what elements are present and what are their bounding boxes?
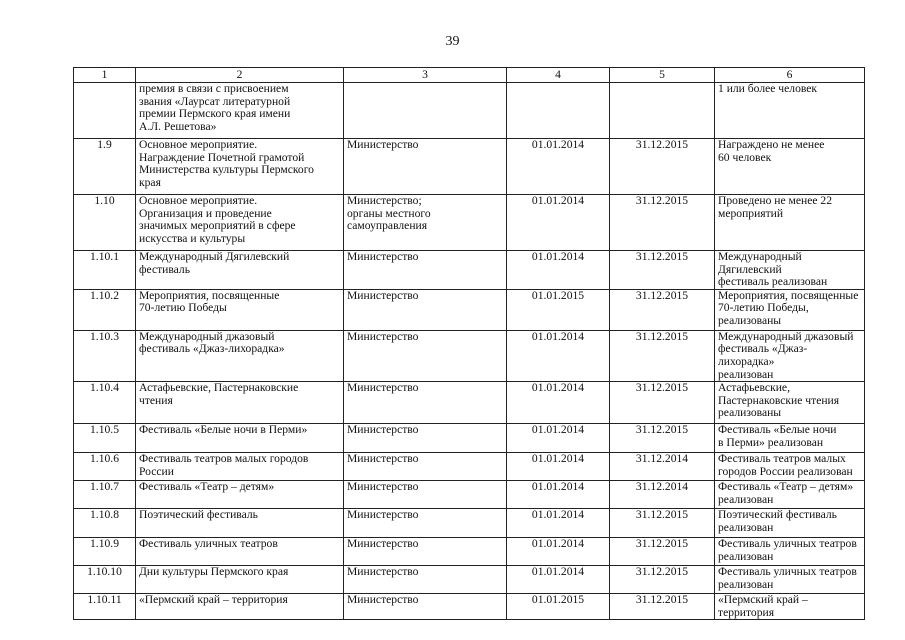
event-name: Дни культуры Пермского края — [136, 566, 344, 594]
event-name: Фестиваль уличных театров — [136, 538, 344, 566]
row-number: 1.10.7 — [74, 481, 136, 509]
start-date: 01.01.2014 — [507, 538, 610, 566]
result: Мероприятия, посвященные 70-летию Победы, реализованы — [715, 289, 865, 330]
table-row — [74, 251, 865, 290]
end-date: 31.12.2015 — [610, 251, 715, 290]
row-number: 1.10.3 — [74, 330, 136, 381]
row-number: 1.10.10 — [74, 566, 136, 594]
end-date: 31.12.2015 — [610, 330, 715, 381]
event-name: Астафьевские, Пастернаковские чтения — [136, 382, 344, 424]
event-name: премия в связи с присвоением звания «Лаурсат литературной премии Пермского края имени А.Л. Решетова» — [136, 83, 344, 139]
table-row — [74, 453, 865, 481]
start-date: 01.01.2014 — [507, 330, 610, 381]
event-name: Поэтический фестиваль — [136, 509, 344, 538]
end-date: 31.12.2015 — [610, 509, 715, 538]
table-row — [74, 289, 865, 330]
row-number: 1.10.1 — [74, 251, 136, 290]
end-date: 31.12.2014 — [610, 453, 715, 481]
responsible: Министерство — [344, 538, 507, 566]
responsible: Министерство — [344, 139, 507, 195]
responsible: Министерство — [344, 566, 507, 594]
result: Международный Дягилевский фестиваль реализован — [715, 251, 865, 290]
event-name: Международный джазовый фестиваль «Джаз-лихорадка» — [136, 330, 344, 381]
start-date: 01.01.2014 — [507, 566, 610, 594]
row-number: 1.10.5 — [74, 424, 136, 453]
start-date: 01.01.2014 — [507, 453, 610, 481]
responsible: Министерство — [344, 251, 507, 290]
result: 1 или более человек — [715, 83, 865, 139]
end-date: 31.12.2015 — [610, 382, 715, 424]
row-number: 1.10 — [74, 195, 136, 251]
start-date: 01.01.2014 — [507, 195, 610, 251]
event-name: Международный Дягилевский фестиваль — [136, 251, 344, 290]
table-row — [74, 424, 865, 453]
row-number: 1.9 — [74, 139, 136, 195]
end-date: 31.12.2015 — [610, 139, 715, 195]
event-name: «Пермский край – территория — [136, 594, 344, 620]
event-name: Мероприятия, посвященные 70-летию Победы — [136, 289, 344, 330]
start-date: 01.01.2014 — [507, 424, 610, 453]
event-name: Фестиваль «Театр – детям» — [136, 481, 344, 509]
event-name: Фестиваль театров малых городов России — [136, 453, 344, 481]
result: Фестиваль уличных театров реализован — [715, 538, 865, 566]
start-date: 01.01.2014 — [507, 481, 610, 509]
result: Фестиваль театров малых городов России реализован — [715, 453, 865, 481]
column-header: 4 — [507, 68, 610, 83]
table-row — [74, 538, 865, 566]
table-row — [74, 481, 865, 509]
start-date: 01.01.2015 — [507, 594, 610, 620]
start-date: 01.01.2014 — [507, 509, 610, 538]
responsible — [344, 83, 507, 139]
responsible: Министерство — [344, 330, 507, 381]
end-date: 31.12.2015 — [610, 195, 715, 251]
column-header: 2 — [136, 68, 344, 83]
result: Проведено не менее 22 мероприятий — [715, 195, 865, 251]
page-number: 39 — [445, 34, 460, 49]
column-header: 3 — [344, 68, 507, 83]
row-number — [74, 83, 136, 139]
end-date: 31.12.2015 — [610, 538, 715, 566]
table-row — [74, 509, 865, 538]
end-date: 31.12.2015 — [610, 566, 715, 594]
responsible: Министерство — [344, 424, 507, 453]
start-date: 01.01.2014 — [507, 139, 610, 195]
row-number: 1.10.2 — [74, 289, 136, 330]
result: Фестиваль уличных театров реализован — [715, 566, 865, 594]
row-number: 1.10.11 — [74, 594, 136, 620]
table-row — [74, 195, 865, 251]
table-row — [74, 330, 865, 381]
result: Астафьевские, Пастернаковские чтения реализованы — [715, 382, 865, 424]
column-header: 6 — [715, 68, 865, 83]
responsible: Министерство — [344, 481, 507, 509]
end-date: 31.12.2015 — [610, 424, 715, 453]
table-row — [74, 594, 865, 620]
result: Фестиваль «Белые ночи в Перми» реализован — [715, 424, 865, 453]
row-number: 1.10.6 — [74, 453, 136, 481]
responsible: Министерство — [344, 382, 507, 424]
table-row — [74, 566, 865, 594]
result: Поэтический фестиваль реализован — [715, 509, 865, 538]
event-name: Основное мероприятие. Награждение Почетной грамотой Министерства культуры Пермского края — [136, 139, 344, 195]
table-row — [74, 83, 865, 139]
table-header-row — [74, 68, 865, 83]
responsible: Министерство — [344, 453, 507, 481]
end-date — [610, 83, 715, 139]
end-date: 31.12.2014 — [610, 481, 715, 509]
responsible: Министерство; органы местного самоуправления — [344, 195, 507, 251]
result: Фестиваль «Театр – детям» реализован — [715, 481, 865, 509]
row-number: 1.10.8 — [74, 509, 136, 538]
responsible: Министерство — [344, 594, 507, 620]
table-row — [74, 382, 865, 424]
row-number: 1.10.9 — [74, 538, 136, 566]
responsible: Министерство — [344, 509, 507, 538]
result: Награждено не менее 60 человек — [715, 139, 865, 195]
row-number: 1.10.4 — [74, 382, 136, 424]
start-date: 01.01.2015 — [507, 289, 610, 330]
result: «Пермский край – территория — [715, 594, 865, 620]
start-date: 01.01.2014 — [507, 251, 610, 290]
event-name: Фестиваль «Белые ночи в Перми» — [136, 424, 344, 453]
column-header: 5 — [610, 68, 715, 83]
events-table — [73, 67, 865, 620]
event-name: Основное мероприятие. Организация и проведение значимых мероприятий в сфере искусства и культуры — [136, 195, 344, 251]
table-row — [74, 139, 865, 195]
start-date: 01.01.2014 — [507, 382, 610, 424]
start-date — [507, 83, 610, 139]
end-date: 31.12.2015 — [610, 594, 715, 620]
responsible: Министерство — [344, 289, 507, 330]
column-header: 1 — [74, 68, 136, 83]
result: Международный джазовый фестиваль «Джаз-лихорадка» реализован — [715, 330, 865, 381]
end-date: 31.12.2015 — [610, 289, 715, 330]
